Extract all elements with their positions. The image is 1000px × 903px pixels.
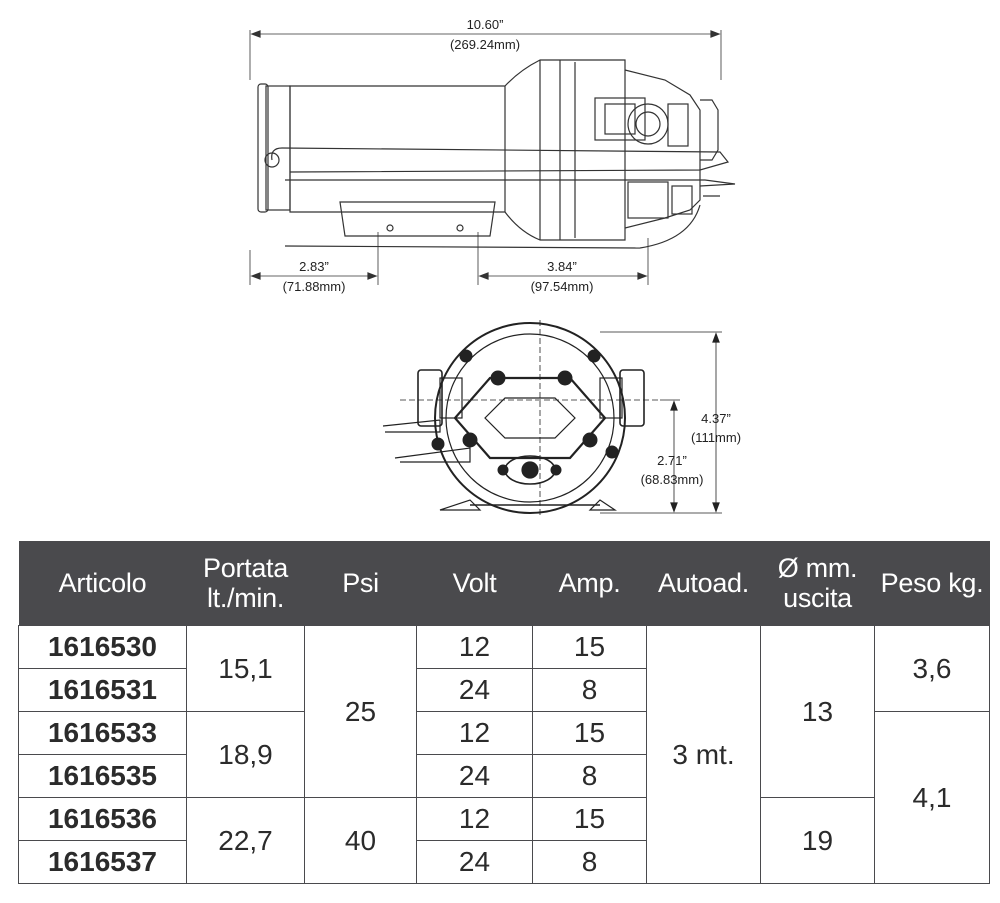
header-peso: Peso kg. xyxy=(875,541,990,626)
code-cell: 1616536 xyxy=(19,798,187,841)
header-amp: Amp. xyxy=(533,541,647,626)
header-psi: Psi xyxy=(305,541,417,626)
amp-cell: 8 xyxy=(533,841,647,884)
code-cell: 1616537 xyxy=(19,841,187,884)
volt-cell: 24 xyxy=(417,841,533,884)
psi-cell: 40 xyxy=(305,798,417,884)
axis-height-label: 2.71” xyxy=(657,453,687,468)
table-row xyxy=(19,798,990,841)
volt-cell: 12 xyxy=(417,798,533,841)
volt-cell: 24 xyxy=(417,669,533,712)
code-cell: 1616535 xyxy=(19,755,187,798)
amp-cell: 15 xyxy=(533,626,647,669)
header-autoad: Autoad. xyxy=(647,541,761,626)
overall-length-label: 10.60” xyxy=(466,17,504,32)
portata-cell: 22,7 xyxy=(187,798,305,884)
code-cell: 1616531 xyxy=(19,669,187,712)
end-height-mm-label: (111mm) xyxy=(690,430,742,445)
header-portata: Portata lt./min. xyxy=(187,541,305,626)
amp-cell: 15 xyxy=(533,798,647,841)
autoad-cell: 3 mt. xyxy=(647,626,761,884)
header-articolo: Articolo xyxy=(19,541,187,626)
psi-cell: 25 xyxy=(305,626,417,798)
overall-length-mm-label: (269.24mm) xyxy=(449,37,521,52)
peso-cell: 4,1 xyxy=(875,712,990,884)
volt-cell: 12 xyxy=(417,712,533,755)
amp-cell: 8 xyxy=(533,669,647,712)
peso-cell: 3,6 xyxy=(875,626,990,712)
axis-height-mm-label: (68.83mm) xyxy=(640,472,704,487)
left-offset-mm-label: (71.88mm) xyxy=(282,279,346,294)
right-offset-label: 3.84” xyxy=(547,259,577,274)
volt-cell: 24 xyxy=(417,755,533,798)
table-row xyxy=(19,626,990,669)
uscita-cell: 13 xyxy=(761,626,875,798)
amp-cell: 8 xyxy=(533,755,647,798)
left-offset-label: 2.83” xyxy=(299,259,329,274)
volt-cell: 12 xyxy=(417,626,533,669)
right-offset-mm-label: (97.54mm) xyxy=(530,279,594,294)
portata-cell: 18,9 xyxy=(187,712,305,798)
portata-cell: 15,1 xyxy=(187,626,305,712)
code-cell: 1616533 xyxy=(19,712,187,755)
code-cell: 1616530 xyxy=(19,626,187,669)
table-header-row xyxy=(19,541,990,626)
header-volt: Volt xyxy=(417,541,533,626)
amp-cell: 15 xyxy=(533,712,647,755)
pump-spec-table xyxy=(18,541,990,884)
uscita-cell: 19 xyxy=(761,798,875,884)
end-height-label: 4.37” xyxy=(701,411,731,426)
header-uscita: Ø mm. uscita xyxy=(761,541,875,626)
pump-side-view xyxy=(250,30,735,285)
